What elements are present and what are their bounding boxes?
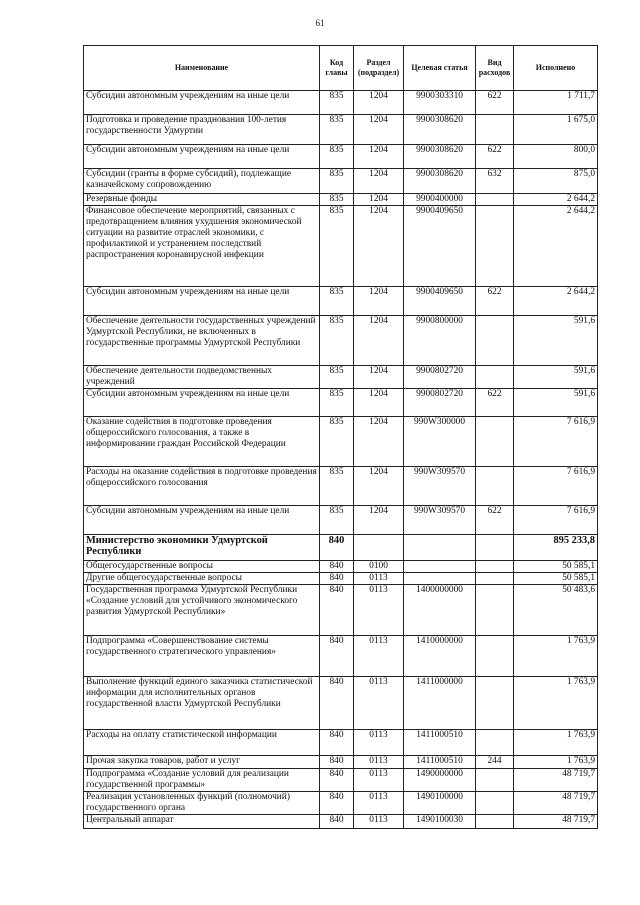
row-code: 835 — [320, 91, 354, 115]
row-target: 1400000000 — [404, 585, 476, 636]
row-code: 835 — [320, 417, 354, 467]
row-name: Субсидии автономным учреждениям на иные цели — [84, 287, 320, 316]
row-section — [354, 535, 404, 561]
row-section: 0113 — [354, 769, 404, 792]
row-target: 1490100000 — [404, 792, 476, 815]
row-name: Подготовка и проведение празднования 100-летия государственности Удмуртии — [84, 115, 320, 145]
row-target: 9900409650 — [404, 287, 476, 316]
row-kind — [476, 769, 514, 792]
row-kind — [476, 316, 514, 366]
row-name: Обеспечение деятельности подведомственных учреждений — [84, 366, 320, 389]
row-amount: 591,6 — [514, 389, 598, 417]
row-section: 0113 — [354, 585, 404, 636]
row-kind — [476, 677, 514, 730]
table-row — [84, 145, 598, 169]
row-target: 1410000000 — [404, 636, 476, 677]
row-amount: 50 585,1 — [514, 561, 598, 573]
row-name: Субсидии автономным учреждениям на иные цели — [84, 145, 320, 169]
row-amount: 48 719,7 — [514, 769, 598, 792]
row-kind — [476, 792, 514, 815]
row-kind — [476, 467, 514, 506]
row-section: 1204 — [354, 389, 404, 417]
table-row — [84, 535, 598, 561]
row-section: 1204 — [354, 366, 404, 389]
row-target: 9900308620 — [404, 169, 476, 194]
table-row — [84, 815, 598, 829]
row-kind — [476, 730, 514, 756]
table-row — [84, 506, 598, 535]
row-kind — [476, 206, 514, 287]
row-code: 840 — [320, 769, 354, 792]
table-row — [84, 366, 598, 389]
row-amount: 895 233,8 — [514, 535, 598, 561]
row-kind — [476, 573, 514, 585]
row-amount: 2 644,2 — [514, 194, 598, 206]
row-section: 1204 — [354, 467, 404, 506]
row-kind — [476, 561, 514, 573]
row-name: Финансовое обеспечение мероприятий, связанных с предотвращением влияния ухудшения экономической ситуации на развитие отраслей экономики, с профилактикой и устранением последствий распространения коронавирусной инфекции — [84, 206, 320, 287]
row-code: 835 — [320, 287, 354, 316]
row-amount: 7 616,9 — [514, 506, 598, 535]
row-code: 835 — [320, 194, 354, 206]
row-target: 9900800000 — [404, 316, 476, 366]
row-kind — [476, 417, 514, 467]
table-row — [84, 636, 598, 677]
header-kind: Вид расходов — [476, 46, 514, 91]
row-section: 1204 — [354, 194, 404, 206]
row-target — [404, 573, 476, 585]
row-code: 840 — [320, 756, 354, 769]
row-code: 835 — [320, 169, 354, 194]
row-code: 835 — [320, 316, 354, 366]
row-section: 0113 — [354, 573, 404, 585]
row-name: Прочая закупка товаров, работ и услуг — [84, 756, 320, 769]
row-kind — [476, 115, 514, 145]
row-name: Общегосударственные вопросы — [84, 561, 320, 573]
header-section: Раздел (подраздел) — [354, 46, 404, 91]
row-section: 1204 — [354, 145, 404, 169]
row-amount: 1 763,9 — [514, 677, 598, 730]
row-section: 1204 — [354, 506, 404, 535]
header-code: Код главы — [320, 46, 354, 91]
row-section: 1204 — [354, 206, 404, 287]
row-target: 1490100030 — [404, 815, 476, 829]
row-kind — [476, 815, 514, 829]
row-amount: 50 585,1 — [514, 573, 598, 585]
row-section: 0113 — [354, 756, 404, 769]
row-kind — [476, 535, 514, 561]
row-section: 1204 — [354, 91, 404, 115]
row-section: 0100 — [354, 561, 404, 573]
row-target — [404, 535, 476, 561]
row-code: 840 — [320, 815, 354, 829]
row-name: Обеспечение деятельности государственных учреждений Удмуртской Республики, не включенных в государственные программы Удмуртской Республики — [84, 316, 320, 366]
row-code: 840 — [320, 573, 354, 585]
row-amount: 2 644,2 — [514, 287, 598, 316]
row-code: 835 — [320, 389, 354, 417]
row-kind: 632 — [476, 169, 514, 194]
row-amount: 48 719,7 — [514, 792, 598, 815]
row-amount: 50 483,6 — [514, 585, 598, 636]
row-target: 1411000000 — [404, 677, 476, 730]
row-name: Выполнение функций единого заказчика статистической информации для исполнительных органов государственной власти Удмуртской Республики — [84, 677, 320, 730]
table-body — [84, 91, 598, 829]
header-name: Наименование — [84, 46, 320, 91]
row-target: 990W300000 — [404, 417, 476, 467]
table-row — [84, 115, 598, 145]
row-name: Другие общегосударственные вопросы — [84, 573, 320, 585]
row-kind — [476, 194, 514, 206]
row-code: 835 — [320, 145, 354, 169]
row-kind — [476, 366, 514, 389]
row-amount: 1 763,9 — [514, 756, 598, 769]
row-code: 840 — [320, 561, 354, 573]
header-target: Целевая статья — [404, 46, 476, 91]
table-row — [84, 677, 598, 730]
row-section: 1204 — [354, 287, 404, 316]
row-section: 0113 — [354, 677, 404, 730]
row-kind — [476, 585, 514, 636]
row-amount: 1 763,9 — [514, 730, 598, 756]
row-name: Субсидии (гранты в форме субсидий), подлежащие казначейскому сопровождению — [84, 169, 320, 194]
row-kind: 244 — [476, 756, 514, 769]
row-amount: 1 711,7 — [514, 91, 598, 115]
row-code: 835 — [320, 366, 354, 389]
row-name: Резервные фонды — [84, 194, 320, 206]
row-name: Субсидии автономным учреждениям на иные цели — [84, 91, 320, 115]
row-amount: 48 719,7 — [514, 815, 598, 829]
row-amount: 7 616,9 — [514, 467, 598, 506]
row-name: Реализация установленных функций (полномочий) государственного органа — [84, 792, 320, 815]
row-kind: 622 — [476, 389, 514, 417]
row-code: 835 — [320, 115, 354, 145]
table-row — [84, 730, 598, 756]
table-row — [84, 769, 598, 792]
row-code: 835 — [320, 467, 354, 506]
row-name: Подпрограмма «Совершенствование системы государственного стратегического управления» — [84, 636, 320, 677]
table-row — [84, 91, 598, 115]
table-row — [84, 561, 598, 573]
row-amount: 875,0 — [514, 169, 598, 194]
row-amount: 2 644,2 — [514, 206, 598, 287]
row-section: 0113 — [354, 815, 404, 829]
row-target: 9900802720 — [404, 389, 476, 417]
table-header-row — [84, 46, 598, 91]
row-section: 0113 — [354, 730, 404, 756]
row-target: 9900409650 — [404, 206, 476, 287]
row-name: Подпрограмма «Создание условий для реализации государственной программы» — [84, 769, 320, 792]
row-target: 990W309570 — [404, 506, 476, 535]
header-done: Исполнено — [514, 46, 598, 91]
expenditure-table — [83, 45, 598, 829]
row-amount: 1 675,0 — [514, 115, 598, 145]
row-amount: 7 616,9 — [514, 417, 598, 467]
row-section: 1204 — [354, 417, 404, 467]
row-code: 835 — [320, 506, 354, 535]
row-kind: 622 — [476, 145, 514, 169]
row-section: 1204 — [354, 115, 404, 145]
table-row — [84, 467, 598, 506]
row-kind: 622 — [476, 287, 514, 316]
table-row — [84, 316, 598, 366]
row-kind: 622 — [476, 506, 514, 535]
row-target: 9900308620 — [404, 145, 476, 169]
table-row — [84, 169, 598, 194]
table-row — [84, 573, 598, 585]
row-name: Субсидии автономным учреждениям на иные цели — [84, 389, 320, 417]
row-name: Расходы на оказание содействия в подготовке проведения общероссийского голосования — [84, 467, 320, 506]
page-number: 61 — [315, 18, 325, 28]
row-section: 0113 — [354, 636, 404, 677]
row-name: Расходы на оплату статистической информации — [84, 730, 320, 756]
row-name: Субсидии автономным учреждениям на иные цели — [84, 506, 320, 535]
row-name: Оказание содействия в подготовке проведения общероссийского голосования, а также в информировании граждан Российской Федерации — [84, 417, 320, 467]
table-row — [84, 417, 598, 467]
row-name: Центральный аппарат — [84, 815, 320, 829]
row-target: 9900303310 — [404, 91, 476, 115]
row-amount: 591,6 — [514, 316, 598, 366]
table-row — [84, 287, 598, 316]
row-kind — [476, 636, 514, 677]
row-target: 9900308620 — [404, 115, 476, 145]
row-section: 1204 — [354, 169, 404, 194]
row-code: 840 — [320, 730, 354, 756]
row-code: 840 — [320, 535, 354, 561]
row-kind: 622 — [476, 91, 514, 115]
row-amount: 1 763,9 — [514, 636, 598, 677]
table-row — [84, 792, 598, 815]
row-section: 0113 — [354, 792, 404, 815]
row-code: 840 — [320, 585, 354, 636]
row-target: 1411000510 — [404, 730, 476, 756]
row-code: 840 — [320, 636, 354, 677]
row-target: 1490000000 — [404, 769, 476, 792]
row-code: 835 — [320, 206, 354, 287]
row-target: 9900400000 — [404, 194, 476, 206]
row-target: 990W309570 — [404, 467, 476, 506]
row-code: 840 — [320, 677, 354, 730]
table-row — [84, 585, 598, 636]
row-section: 1204 — [354, 316, 404, 366]
row-target: 1411000510 — [404, 756, 476, 769]
row-amount: 591,6 — [514, 366, 598, 389]
row-name: Министерство экономики Удмуртской Республики — [84, 535, 320, 561]
row-amount: 800,0 — [514, 145, 598, 169]
row-target — [404, 561, 476, 573]
table-row — [84, 194, 598, 206]
table-row — [84, 389, 598, 417]
table-row — [84, 206, 598, 287]
row-target: 9900802720 — [404, 366, 476, 389]
table-row — [84, 756, 598, 769]
row-name: Государственная программа Удмуртской Республики «Создание условий для устойчивого экономического развития Удмуртской Республики» — [84, 585, 320, 636]
row-code: 840 — [320, 792, 354, 815]
